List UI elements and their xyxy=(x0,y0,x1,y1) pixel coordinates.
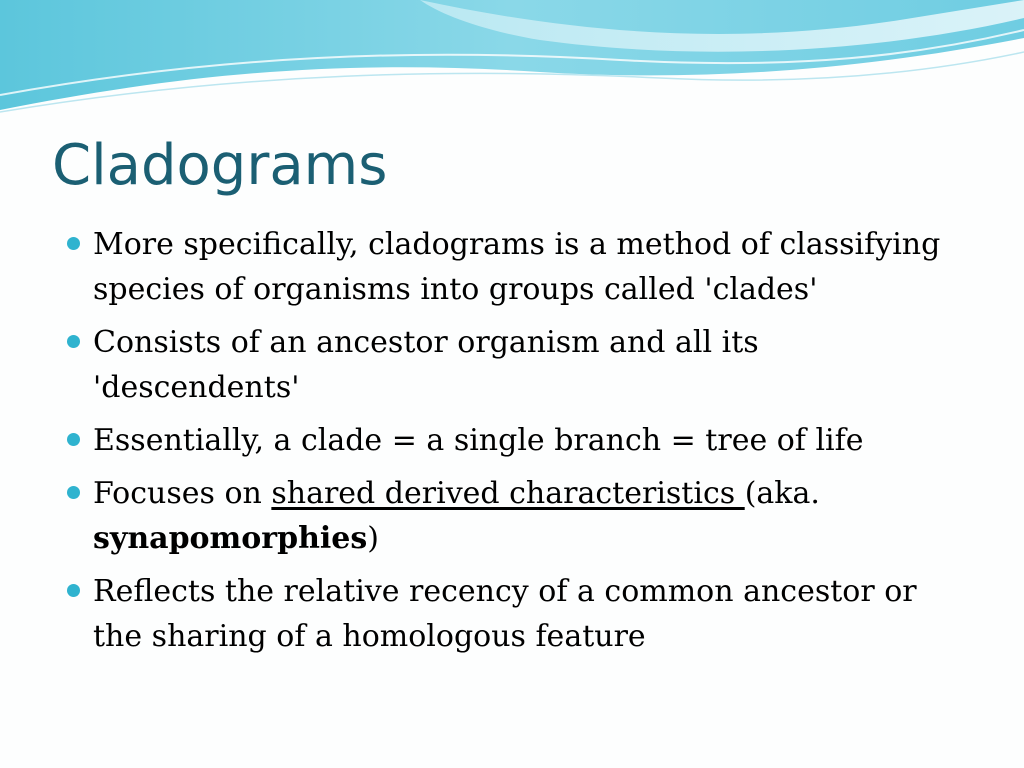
bullet-text: Essentially, a clade = a single branch = tree of life xyxy=(93,423,864,458)
bullet-list xyxy=(60,222,960,667)
bullet-text-middle: (aka. xyxy=(744,476,820,511)
bullet-dot-icon xyxy=(67,433,80,446)
bullet-text-suffix: ) xyxy=(367,521,379,556)
bullet-dot-icon xyxy=(67,335,80,348)
bullet-text: More specifically, cladograms is a method of classifying species of organisms into groups called 'clades' xyxy=(93,227,941,307)
bullet-dot-icon xyxy=(67,237,80,250)
bullet-item xyxy=(60,418,960,463)
bullet-item xyxy=(60,222,960,312)
underlined-term: shared derived characteristics xyxy=(271,476,745,511)
slide-title: Cladograms xyxy=(52,133,388,198)
header-wave-decoration xyxy=(0,0,1024,125)
bullet-item xyxy=(60,471,960,561)
bullet-text: Reflects the relative recency of a common ancestor or the sharing of a homologous feature xyxy=(93,574,917,654)
bullet-text: Consists of an ancestor organism and all its 'descendents' xyxy=(93,325,759,405)
bullet-item xyxy=(60,320,960,410)
bullet-text-prefix: Focuses on xyxy=(93,476,272,511)
bullet-dot-icon xyxy=(67,584,80,597)
bullet-item xyxy=(60,569,960,659)
bullet-dot-icon xyxy=(67,486,80,499)
bold-term: synapomorphies xyxy=(93,521,368,556)
